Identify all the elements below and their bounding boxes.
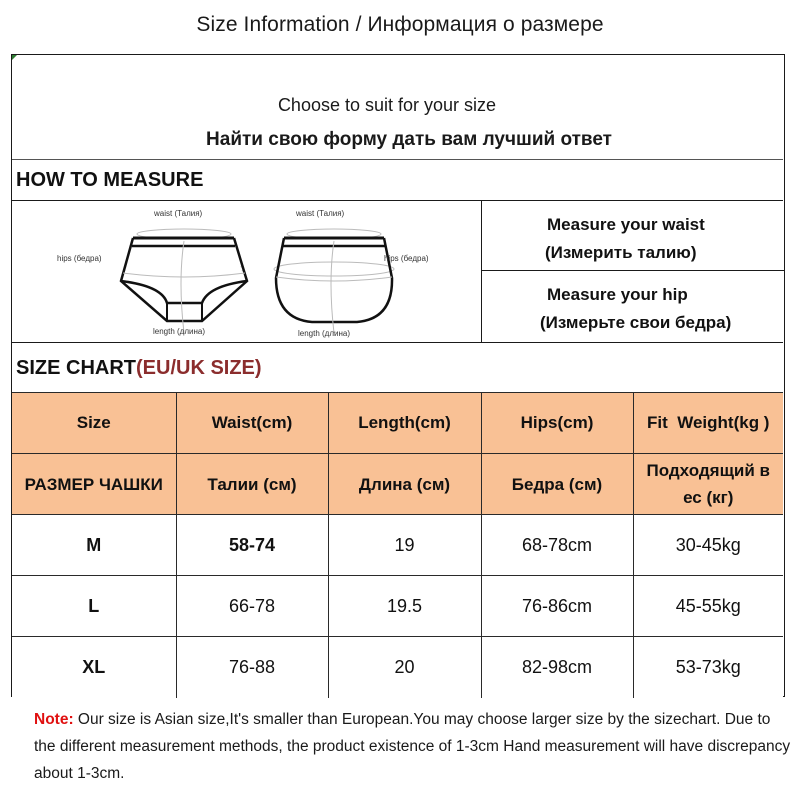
waist-value: 76-88 [176, 637, 328, 698]
size-value: L [12, 576, 176, 637]
weight-value: 30-45kg [633, 515, 783, 576]
note-text: Our size is Asian size,It's smaller than European.You may choose larger size by the sizechart. Due to the different measurement methods, the product existence of 1-3cm Hand measurement will have discrepancy about 1-3cm. [34, 711, 791, 782]
size-note [34, 706, 794, 787]
length-label-left: length (длина) [153, 327, 206, 336]
measure-instructions [481, 201, 783, 342]
waist-value: 58-74 [176, 515, 328, 576]
hips-label-left: hips (бедра) [57, 254, 102, 263]
hips-value: 68-78cm [481, 515, 633, 576]
measurement-diagram [12, 201, 481, 342]
table-row [12, 637, 783, 698]
hips-value: 76-86cm [481, 576, 633, 637]
weight-value: 45-55kg [633, 576, 783, 637]
header-size: Size [12, 393, 176, 454]
size-value: XL [12, 637, 176, 698]
intro-russian: Найти свою форму дать вам лучший ответ [206, 129, 612, 150]
header-waist-ru: Талии (см) [176, 454, 328, 515]
measure-waist-box [482, 201, 784, 271]
length-value: 20 [328, 637, 481, 698]
header-hips-ru: Бедра (см) [481, 454, 633, 515]
briefs-diagram-icon [12, 201, 481, 342]
hips-label-right: hips (бедра) [384, 254, 429, 263]
how-to-measure-heading: HOW TO MEASURE [16, 169, 204, 191]
divider [12, 342, 783, 343]
size-value: M [12, 515, 176, 576]
header-weight: Fit Weight(kg ) [633, 393, 783, 454]
size-chart-title: SIZE CHART [16, 357, 136, 379]
header-length: Length(cm) [328, 393, 481, 454]
size-chart-heading [16, 357, 262, 380]
table-row [12, 576, 783, 637]
measure-hip-ru: (Измерьте свои бедра) [540, 313, 732, 332]
measure-waist-en: Measure your waist [547, 215, 705, 234]
measure-waist-ru: (Измерить талию) [545, 243, 697, 262]
table-header-ru [12, 454, 783, 515]
table-row [12, 515, 783, 576]
length-value: 19 [328, 515, 481, 576]
intro-section [12, 55, 783, 160]
header-length-ru: Длина (см) [328, 454, 481, 515]
size-info-panel [11, 54, 785, 697]
header-size-ru: РАЗМЕР ЧАШКИ [12, 454, 176, 515]
length-label-right: length (длина) [298, 329, 351, 338]
hips-value: 82-98cm [481, 637, 633, 698]
measure-hip-en: Measure your hip [547, 285, 688, 304]
page-title: Size Information / Информация о размере [196, 13, 604, 36]
weight-value: 53-73kg [633, 637, 783, 698]
note-label: Note: [34, 711, 74, 728]
length-value: 19.5 [328, 576, 481, 637]
intro-english: Choose to suit for your size [277, 95, 497, 115]
waist-value: 66-78 [176, 576, 328, 637]
header-weight-ru: Подходящий в ес (кг) [633, 454, 783, 515]
size-chart-region: (EU/UK SIZE) [136, 357, 262, 379]
waist-label-right: waist (Талия) [296, 209, 345, 218]
measure-hip-box [482, 272, 784, 342]
header-waist: Waist(cm) [176, 393, 328, 454]
waist-label-left: waist (Талия) [154, 209, 203, 218]
size-table [12, 392, 783, 698]
table-header-en [12, 393, 783, 454]
header-hips: Hips(cm) [481, 393, 633, 454]
